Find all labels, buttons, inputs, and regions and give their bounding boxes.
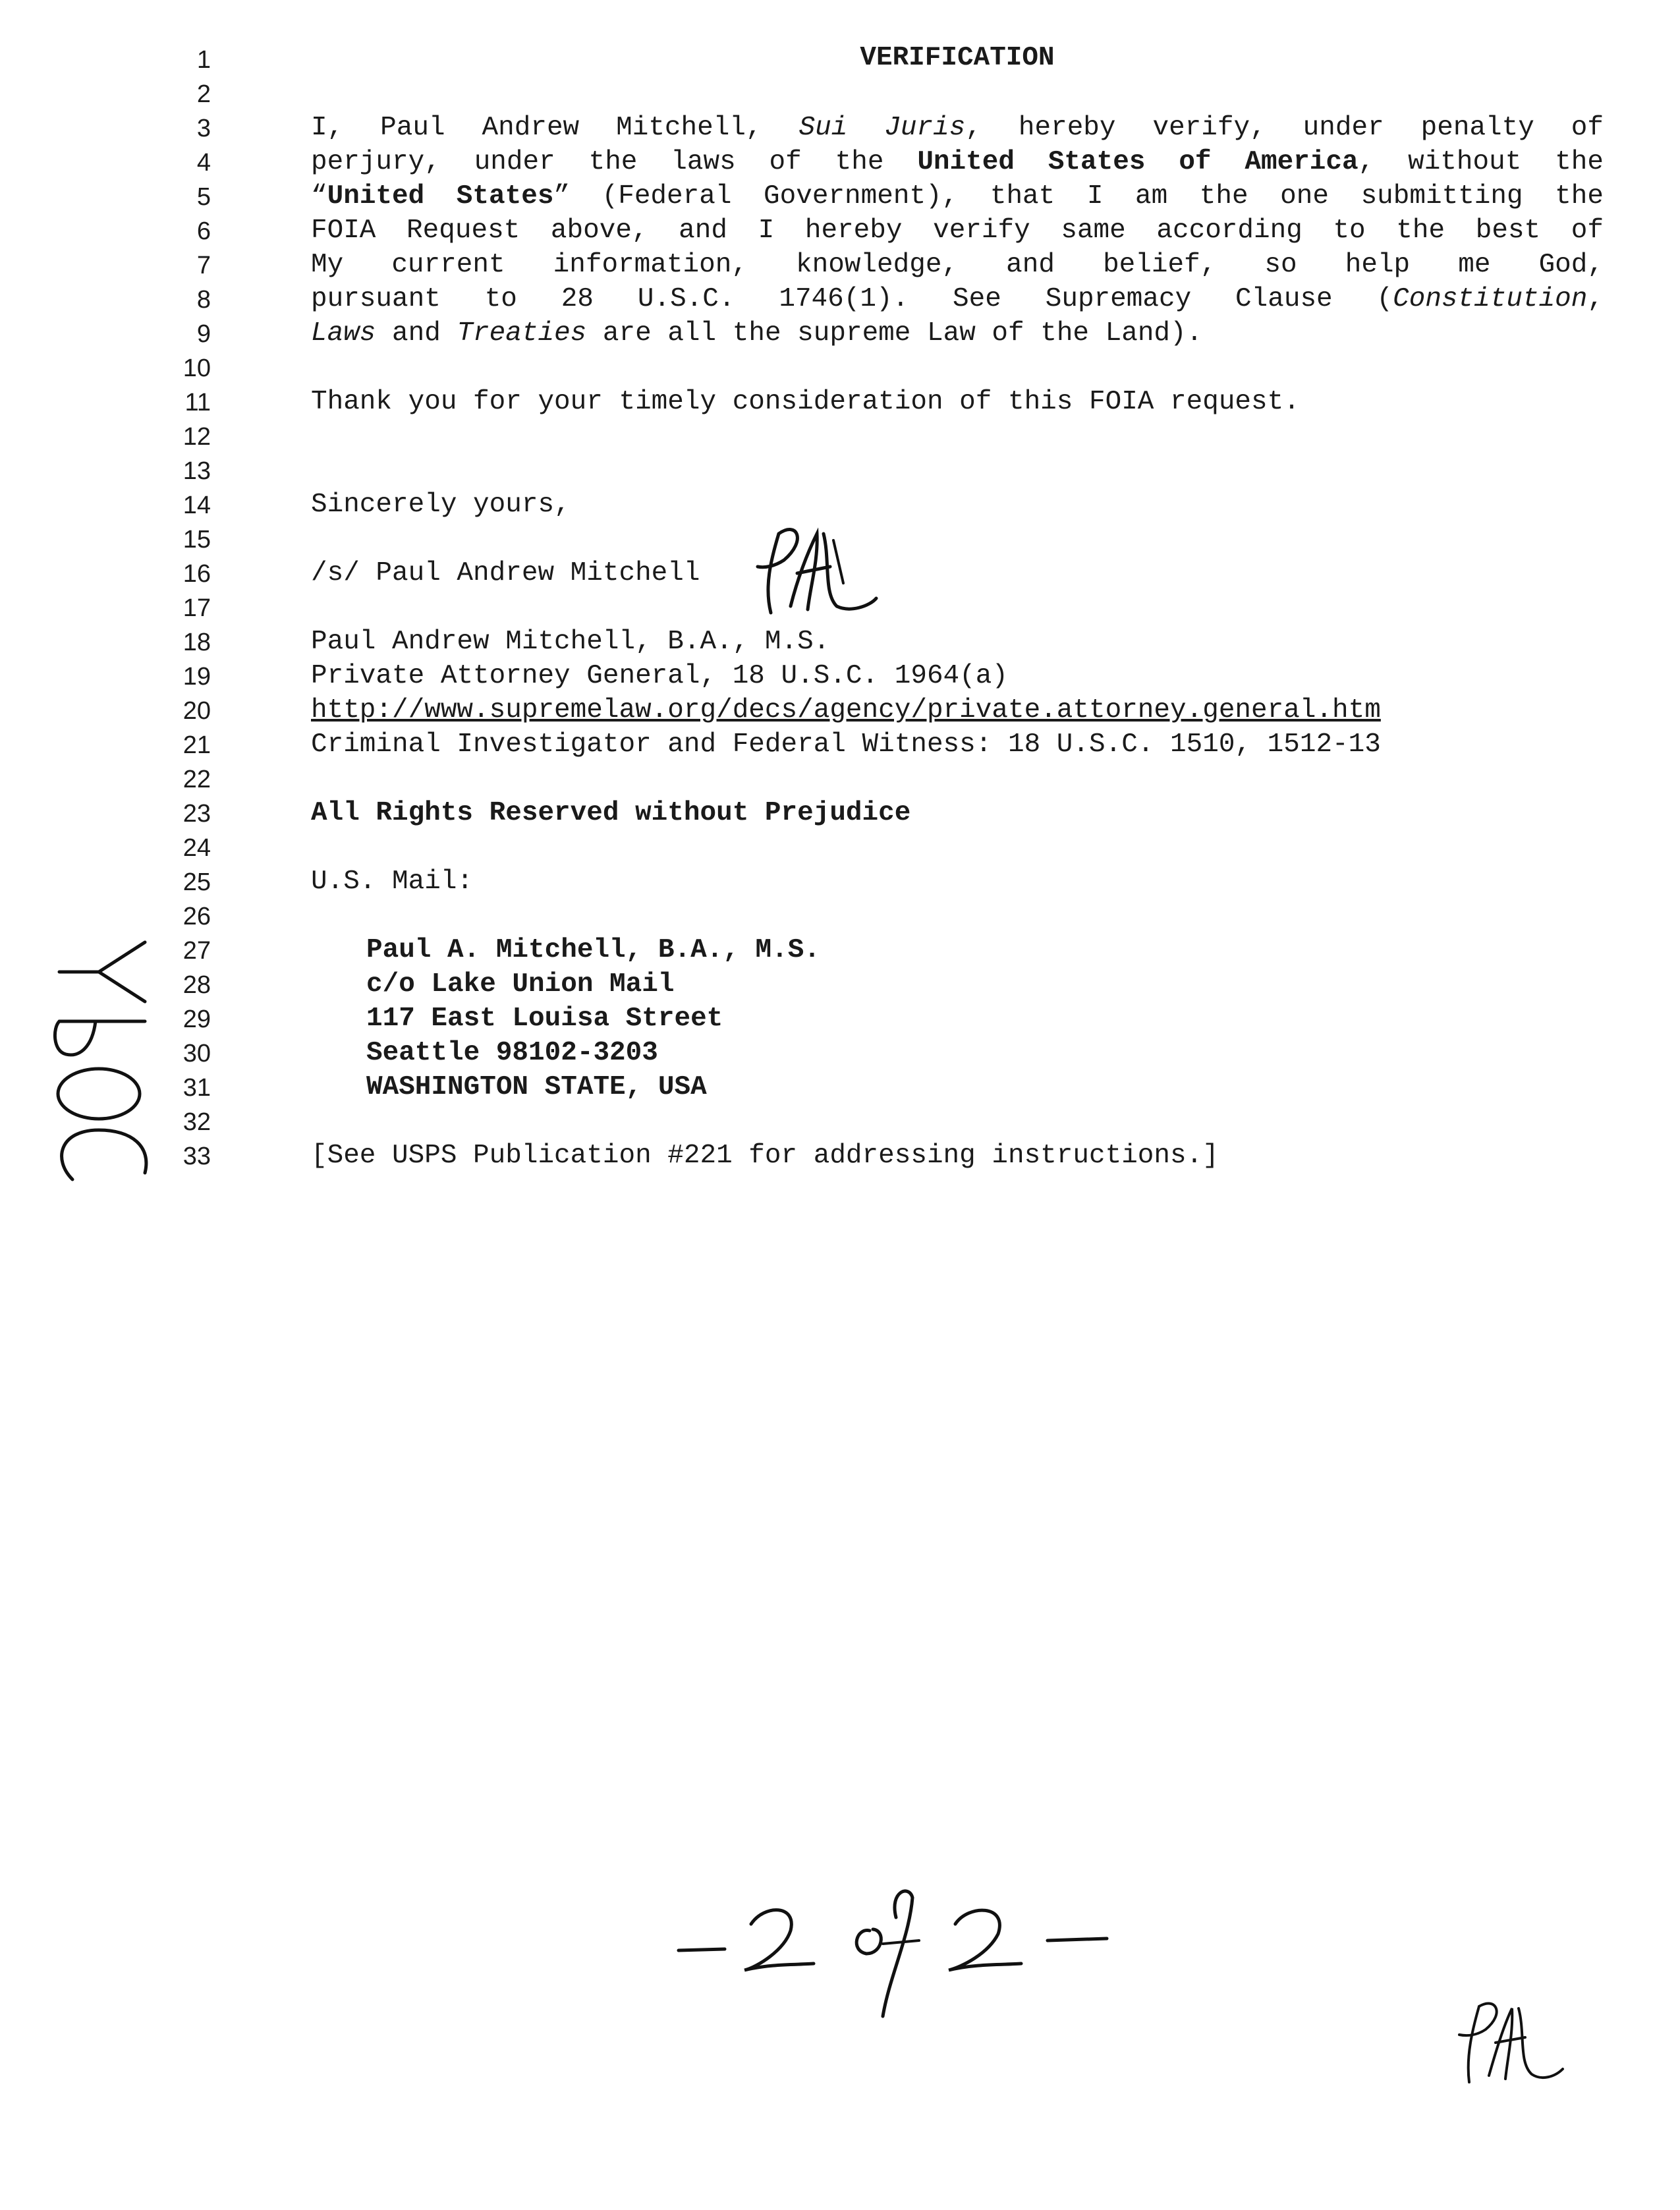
line-number: 25	[182, 868, 211, 896]
text-run: I, Paul Andrew Mitchell,	[311, 113, 762, 143]
line-number: 33	[182, 1143, 211, 1170]
paragraph-line-6: FOIA Request above, and I hereby verify same according to the best of	[311, 215, 1604, 246]
document-title: VERIFICATION	[860, 43, 1055, 73]
signer-role: Criminal Investigator and Federal Witness: 18 U.S.C. 1510, 1512-13	[311, 729, 1381, 760]
rights-reserved: All Rights Reserved without Prejudice	[311, 798, 911, 828]
text-run: ” (Federal Government), that I am the one submitting the	[553, 181, 1604, 212]
line-number: 19	[182, 663, 211, 691]
text-run-italic: Laws	[311, 318, 376, 349]
text-run: , hereby verify, under penalty of	[965, 113, 1604, 143]
address-line: WASHINGTON STATE, USA	[366, 1072, 707, 1102]
line-number: 1	[196, 46, 211, 74]
addressing-note: [See USPS Publication #221 for addressing instructions.]	[311, 1141, 1219, 1171]
line-number: 16	[182, 560, 211, 588]
paragraph-line-9	[311, 320, 1202, 347]
paragraph-line-4	[311, 149, 1604, 176]
paragraph-line-5	[311, 183, 1604, 210]
line-number: 11	[184, 389, 211, 416]
line-number: 18	[182, 629, 211, 656]
mail-label: U.S. Mail:	[311, 866, 474, 897]
copy-margin-stamp	[46, 936, 158, 1186]
line-number: 23	[182, 800, 211, 828]
line-number: 9	[196, 320, 211, 348]
address-line: 117 East Louisa Street	[366, 1004, 723, 1034]
text-run-bold: United States of America	[917, 147, 1358, 177]
line-number: 14	[182, 492, 211, 519]
text-run: are all the supreme Law of the Land).	[586, 318, 1203, 349]
text-run: , without the	[1358, 147, 1604, 177]
paragraph-line-8	[311, 286, 1604, 313]
line-number: 17	[182, 594, 211, 622]
line-number: 21	[182, 731, 211, 759]
handwritten-page-mark	[672, 1878, 1120, 2023]
address-line: Seattle 98102-3203	[366, 1038, 658, 1068]
line-number: 3	[196, 115, 211, 142]
line-number: 4	[196, 149, 211, 177]
line-number: 22	[182, 766, 211, 793]
paragraph-line-3	[311, 115, 1604, 142]
line-number: 10	[182, 354, 211, 382]
signer-url-link[interactable]: http://www.supremelaw.org/decs/agency/private.attorney.general.htm	[311, 695, 1381, 725]
paragraph-line-7: My current information, knowledge, and belief, so help me God,	[311, 250, 1604, 280]
line-number: 7	[196, 252, 211, 279]
handwritten-signature	[744, 521, 883, 619]
line-number: 15	[182, 526, 211, 553]
line-number: 12	[182, 423, 211, 451]
line-number: 6	[196, 217, 211, 245]
line-number: 32	[182, 1108, 211, 1136]
closing-line: Sincerely yours,	[311, 490, 571, 520]
text-run-italic: Sui Juris	[798, 113, 966, 143]
line-number: 30	[182, 1040, 211, 1067]
line-number: 8	[196, 286, 211, 314]
line-number: 28	[182, 971, 211, 999]
address-line: c/o Lake Union Mail	[366, 969, 675, 1000]
line-number: 24	[182, 834, 211, 862]
text-run-italic: Constitution	[1393, 284, 1588, 314]
line-number: 27	[182, 937, 211, 965]
handwritten-initials	[1449, 1997, 1568, 2089]
address-line: Paul A. Mitchell, B.A., M.S.	[366, 935, 820, 965]
text-run-italic: Treaties	[457, 318, 587, 349]
text-run: “	[311, 181, 327, 212]
line-number: 5	[196, 183, 211, 211]
text-run: perjury, under the laws of the	[311, 147, 884, 177]
text-run: ,	[1587, 284, 1604, 314]
line-number: 20	[182, 697, 211, 725]
signer-title: Private Attorney General, 18 U.S.C. 1964(a)	[311, 661, 1008, 691]
line-number: 2	[196, 80, 211, 108]
line-number: 13	[182, 457, 211, 485]
signer-name: Paul Andrew Mitchell, B.A., M.S.	[311, 627, 830, 657]
line-number: 26	[182, 903, 211, 930]
text-run: pursuant to 28 U.S.C. 1746(1). See Supremacy Clause (	[311, 284, 1393, 314]
typed-signature: /s/ Paul Andrew Mitchell	[311, 558, 700, 588]
line-number: 29	[182, 1006, 211, 1033]
text-run: and	[376, 318, 457, 349]
text-run-bold: United States	[327, 181, 554, 212]
thanks-line: Thank you for your timely consideration of this FOIA request.	[311, 387, 1300, 417]
line-number: 31	[182, 1074, 211, 1102]
